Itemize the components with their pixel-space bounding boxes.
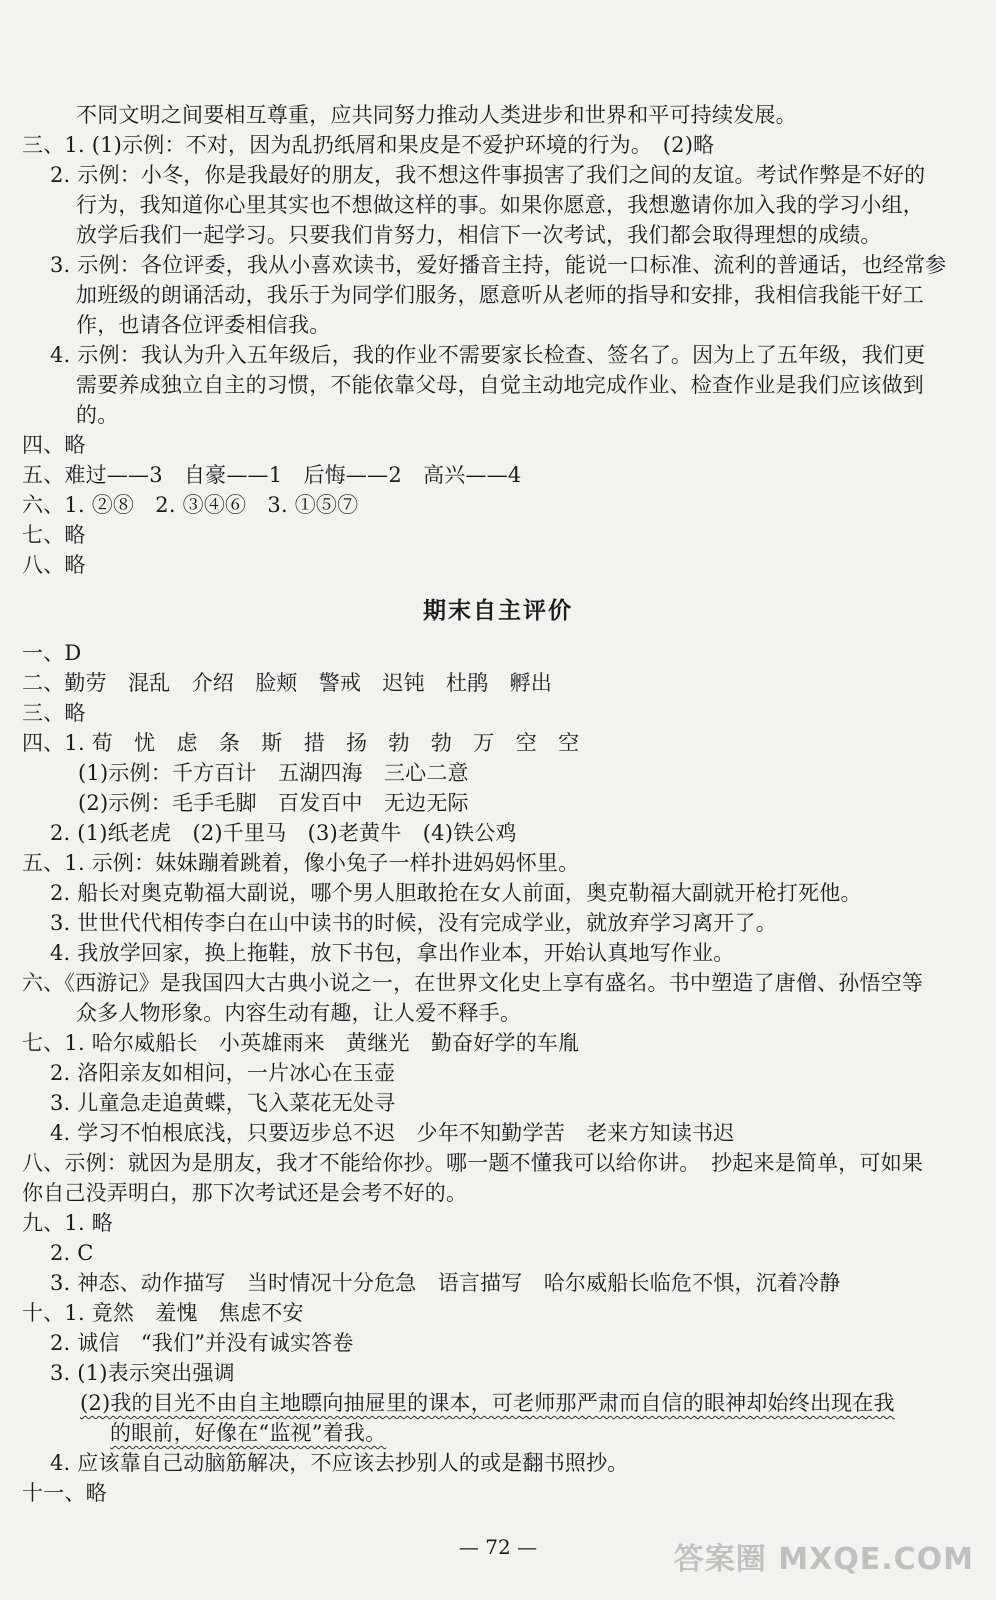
answer-line: 十一、略 bbox=[22, 1481, 107, 1505]
answer-line: 十、1. 竟然 羞愧 焦虑不安 bbox=[22, 1301, 304, 1325]
answer-line: 八、示例：就因为是朋友，我才不能给你抄。哪一题不懂我可以给你讲。 抄起来是简单，可如果 bbox=[22, 1151, 924, 1175]
answer-line: (2)示例：毛手毛脚 百发百中 无边无际 bbox=[78, 791, 469, 815]
answer-line: 2. 洛阳亲友如相问，一片冰心在玉壶 bbox=[50, 1061, 396, 1085]
answer-line: 2. (1)纸老虎 (2)千里马 (3)老黄牛 (4)铁公鸡 bbox=[50, 821, 517, 845]
answer-line: 3. 示例：各位评委，我从小喜欢读书，爱好播音主持，能说一口标准、流利的普通话，也经常参 bbox=[50, 253, 947, 277]
answer-line: 八、略 bbox=[22, 553, 86, 577]
answer-line: 九、1. 略 bbox=[22, 1211, 113, 1235]
answer-line: 4. 我放学回家，换上拖鞋，放下书包，拿出作业本，开始认真地写作业。 bbox=[50, 941, 735, 965]
answer-line: 需要养成独立自主的习惯，不能依靠父母，自觉主动地完成作业、检查作业是我们应该做到 bbox=[76, 373, 924, 397]
section-title: 期末自主评价 bbox=[423, 598, 573, 624]
answer-line-underlined: (2)我的目光不由自主地瞟向抽屉里的课本，可老师那严肃而自信的眼神却始终出现在我 bbox=[80, 1391, 895, 1415]
answer-line: 六、1. ②⑧ 2. ③④⑥ 3. ①⑤⑦ bbox=[22, 493, 359, 517]
answer-line: 你自己没弄明白，那下次考试还是会考不好的。 bbox=[22, 1181, 468, 1205]
answer-line: 四、1. 荀 忧 虑 条 斯 措 扬 勃 勃 万 空 空 bbox=[22, 731, 580, 755]
answer-line: 2. C bbox=[50, 1241, 94, 1265]
answer-line-underlined: 的眼前，好像在“监视”着我。 bbox=[110, 1421, 387, 1445]
answer-line: 一、D bbox=[22, 641, 82, 665]
answer-line: 2. 示例：小冬，你是我最好的朋友，我不想这件事损害了我们之间的友谊。考试作弊是不好的 bbox=[50, 163, 926, 187]
answer-line: 3. 儿童急走追黄蝶，飞入菜花无处寻 bbox=[50, 1091, 396, 1115]
answer-line: 众多人物形象。内容生动有趣，让人爱不释手。 bbox=[76, 1001, 522, 1025]
answer-line: 五、难过——3 自豪——1 后悔——2 高兴——4 bbox=[22, 463, 522, 487]
page-number: — 72 — bbox=[458, 1535, 538, 1559]
answer-line: 4. 应该靠自己动脑筋解决，不应该去抄别人的或是翻书照抄。 bbox=[50, 1451, 629, 1475]
answer-line: 4. 学习不怕根底浅，只要迈步总不迟 少年不知勤学苦 老来方知读书迟 bbox=[50, 1121, 735, 1145]
answer-line: 作，也请各位评委相信我。 bbox=[76, 313, 331, 337]
answer-line: 五、1. 示例：妹妹蹦着跳着，像小兔子一样扑进妈妈怀里。 bbox=[22, 851, 580, 875]
answer-line: 3. 神态、动作描写 当时情况十分危急 语言描写 哈尔威船长临危不惧，沉着冷静 bbox=[50, 1271, 841, 1295]
answer-line: 三、1. (1)示例：不对，因为乱扔纸屑和果皮是不爱护环境的行为。 (2)略 bbox=[22, 133, 715, 157]
answer-line: 2. 诚信 “我们”并没有诚实答卷 bbox=[50, 1331, 354, 1355]
answer-line: 七、1. 哈尔威船长 小英雄雨来 黄继光 勤奋好学的车胤 bbox=[22, 1031, 580, 1055]
answer-line: 加班级的朗诵活动，我乐于为同学们服务，愿意听从老师的指导和安排，我相信我能干好工 bbox=[76, 283, 924, 307]
answer-line: 七、略 bbox=[22, 523, 86, 547]
answer-line: 六、《西游记》是我国四大古典小说之一，在世界文化史上享有盛名。书中塑造了唐僧、孙悟空等 bbox=[22, 971, 924, 995]
answer-line: 3. 世世代代相传李白在山中读书的时候，没有完成学业，就放弃学习离开了。 bbox=[50, 911, 777, 935]
answer-line: 放学后我们一起学习。只要我们肯努力，相信下一次考试，我们都会取得理想的成绩。 bbox=[76, 223, 882, 247]
answer-line: 2. 船长对奥克勒福大副说，哪个男人胆敢抢在女人前面，奥克勒福大副就开枪打死他。 bbox=[50, 881, 862, 905]
answer-line: 4. 示例：我认为升入五年级后，我的作业不需要家长检查、签名了。因为上了五年级，我们更 bbox=[50, 343, 926, 367]
answer-line: 行为，我知道你心里其实也不想做这样的事。如果你愿意，我想邀请你加入我的学习小组， bbox=[76, 193, 924, 217]
answer-line: 不同文明之间要相互尊重，应共同努力推动人类进步和世界和平可持续发展。 bbox=[76, 103, 797, 127]
watermark-logo: 答案圈 MXQE.COM bbox=[673, 1542, 974, 1577]
answer-line: 四、略 bbox=[22, 433, 86, 457]
answer-line: (1)示例：千方百计 五湖四海 三心二意 bbox=[78, 761, 469, 785]
answer-line: 三、略 bbox=[22, 701, 86, 725]
answer-line: 的。 bbox=[76, 403, 119, 427]
answer-line: 3. (1)表示突出强调 bbox=[50, 1361, 235, 1385]
answer-line: 二、勤劳 混乱 介绍 脸颊 警戒 迟钝 杜鹃 孵出 bbox=[22, 671, 552, 695]
